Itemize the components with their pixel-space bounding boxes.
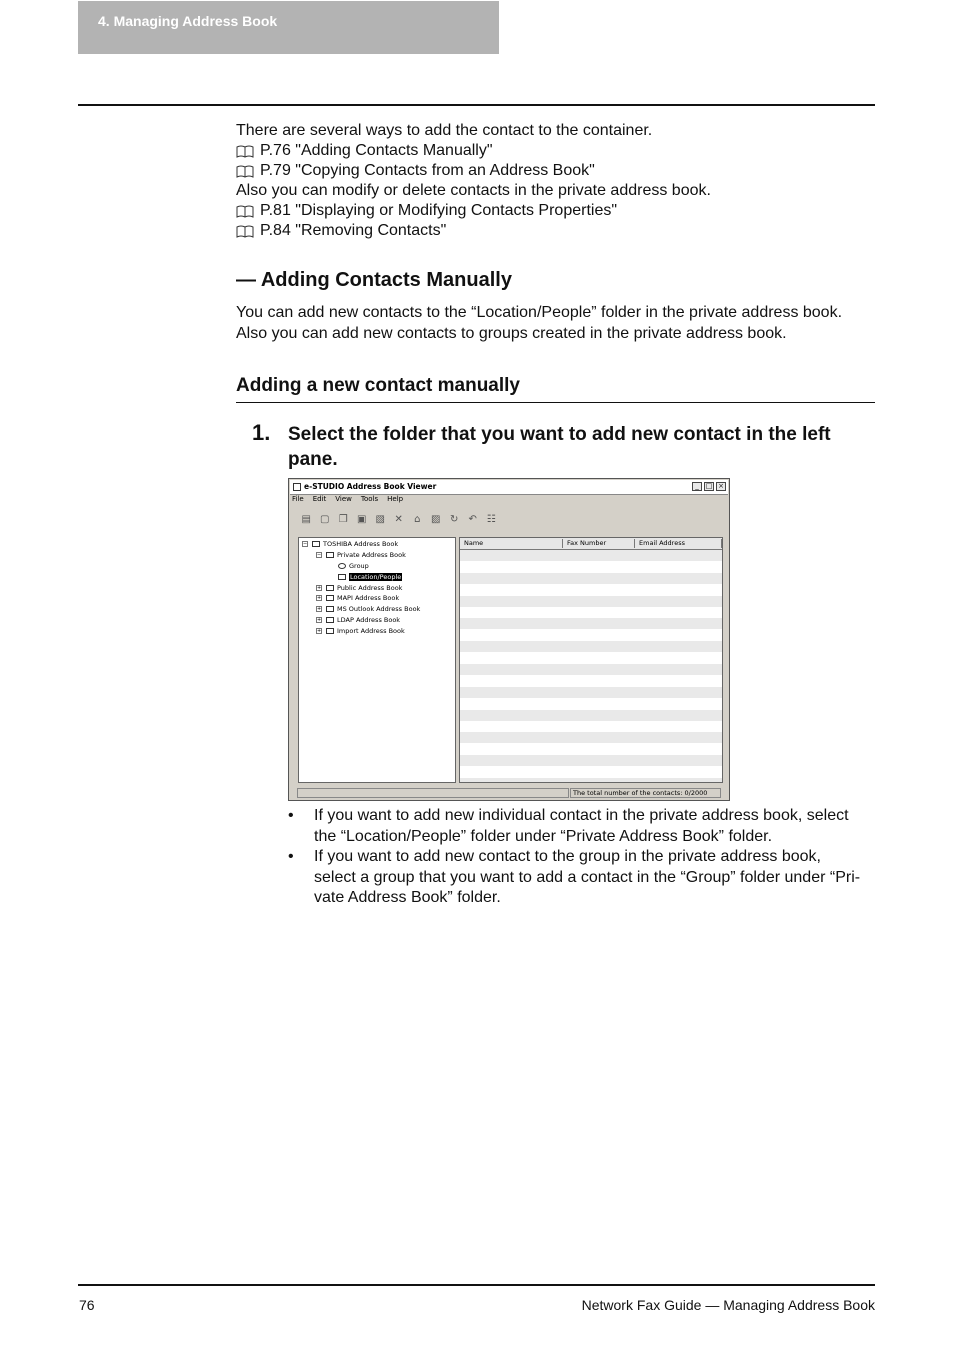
bullet-1-line-2: the “Location/People” folder under “Private Address Book” folder. bbox=[314, 827, 773, 845]
tree-item-public[interactable]: + Public Address Book bbox=[317, 584, 403, 592]
properties-icon[interactable]: ▢ bbox=[320, 514, 330, 525]
tree-item-location-people[interactable]: Location/People bbox=[338, 573, 402, 581]
cross-ref-3[interactable] bbox=[236, 201, 876, 221]
status-progress bbox=[297, 788, 569, 798]
menu-bar bbox=[292, 495, 412, 506]
expand-icon[interactable]: + bbox=[317, 606, 322, 612]
bullet-list bbox=[288, 806, 878, 909]
empty-list-row bbox=[460, 744, 722, 755]
header-rule bbox=[78, 104, 875, 106]
bullet-2-line-2: select a group that you want to add a contact in the “Group” folder under “Pri- bbox=[314, 868, 861, 886]
contact-list-pane[interactable] bbox=[459, 537, 723, 783]
copy-icon[interactable]: ❐ bbox=[338, 514, 348, 525]
expand-icon[interactable]: + bbox=[317, 628, 322, 634]
empty-list-row bbox=[460, 653, 722, 664]
delete-icon[interactable]: ✕ bbox=[394, 514, 403, 525]
column-email-address[interactable]: Email Address bbox=[635, 539, 722, 548]
column-name[interactable]: Name bbox=[460, 539, 563, 548]
empty-list-row bbox=[460, 778, 722, 783]
cross-ref-1-text[interactable]: P.76 "Adding Contacts Manually" bbox=[260, 142, 493, 159]
empty-list-row bbox=[460, 584, 722, 595]
list-header bbox=[460, 538, 722, 550]
new-address-book-icon[interactable]: ▤ bbox=[301, 514, 311, 525]
bullet-2-line-3: vate Address Book” folder. bbox=[314, 889, 501, 906]
toolbar bbox=[297, 514, 501, 526]
bullet-1-line-1: If you want to add new individual contact in the private address book, select bbox=[314, 807, 849, 824]
address-book-icon bbox=[326, 585, 334, 591]
intro-line-1: There are several ways to add the contact to the container. bbox=[236, 122, 653, 139]
cross-ref-4-text[interactable]: P.84 "Removing Contacts" bbox=[260, 222, 447, 239]
bullet-item-1 bbox=[288, 806, 878, 847]
column-fax-number[interactable]: Fax Number bbox=[563, 539, 635, 548]
step-text bbox=[288, 422, 878, 472]
window-title: e-STUDIO Address Book Viewer bbox=[304, 482, 437, 491]
close-button[interactable]: × bbox=[716, 482, 726, 491]
status-bar bbox=[297, 788, 721, 798]
cross-ref-1[interactable] bbox=[236, 141, 876, 161]
folder-tree-pane[interactable] bbox=[298, 537, 456, 783]
empty-list-row bbox=[460, 573, 722, 584]
address-book-icon bbox=[326, 595, 334, 601]
empty-list-row bbox=[460, 607, 722, 618]
menu-view[interactable]: View bbox=[335, 495, 352, 503]
add-group-icon[interactable]: ▨ bbox=[431, 514, 441, 525]
collapse-icon[interactable]: − bbox=[303, 541, 308, 547]
tree-item-outlook[interactable]: + MS Outlook Address Book bbox=[317, 605, 421, 613]
footer-rule bbox=[78, 1284, 875, 1286]
window-titlebar[interactable] bbox=[290, 480, 728, 495]
empty-list-row bbox=[460, 641, 722, 652]
book-icon bbox=[236, 165, 254, 178]
step-text-line-1: Select the folder that you want to add new contact in the left bbox=[288, 424, 831, 445]
empty-list-row bbox=[460, 630, 722, 641]
intro-block bbox=[236, 121, 876, 241]
step-number: 1. bbox=[252, 420, 271, 445]
empty-list-row bbox=[460, 710, 722, 721]
bullet-2-line-1: If you want to add new contact to the group in the private address book, bbox=[314, 848, 821, 865]
cross-ref-2-text[interactable]: P.79 "Copying Contacts from an Address Book" bbox=[260, 162, 595, 179]
address-book-icon bbox=[326, 617, 334, 623]
bullet-item-2 bbox=[288, 847, 878, 909]
cross-ref-2[interactable] bbox=[236, 161, 876, 181]
subsection-title: Adding a new contact manually bbox=[236, 375, 520, 396]
address-book-icon bbox=[326, 628, 334, 634]
section-body bbox=[236, 302, 876, 344]
cross-ref-4[interactable] bbox=[236, 221, 876, 241]
empty-list-row bbox=[460, 664, 722, 675]
group-icon bbox=[338, 563, 346, 569]
empty-list-row bbox=[460, 755, 722, 766]
paste-icon[interactable]: ▣ bbox=[357, 514, 367, 525]
undo-icon[interactable]: ↶ bbox=[468, 514, 477, 525]
menu-edit[interactable]: Edit bbox=[312, 495, 327, 503]
tree-item-mapi[interactable]: + MAPI Address Book bbox=[317, 594, 400, 602]
address-book-viewer-window bbox=[288, 478, 730, 801]
section-title: — Adding Contacts Manually bbox=[236, 269, 512, 291]
tree-item-toshiba[interactable]: − TOSHIBA Address Book bbox=[303, 540, 399, 548]
people-folder-icon bbox=[338, 574, 346, 580]
empty-list-row bbox=[460, 550, 722, 561]
section-para-1: You can add new contacts to the “Location/People” folder in the private address book. bbox=[236, 304, 843, 321]
empty-list-row bbox=[460, 561, 722, 572]
expand-icon[interactable]: + bbox=[317, 585, 322, 591]
address-book-icon bbox=[312, 541, 320, 547]
minimize-button[interactable]: _ bbox=[692, 482, 702, 491]
menu-file[interactable]: File bbox=[292, 495, 304, 503]
bullet-dot: • bbox=[288, 807, 294, 824]
intro-line-2: Also you can modify or delete contacts in the private address book. bbox=[236, 182, 711, 199]
chapter-tab bbox=[78, 1, 499, 54]
empty-list-row bbox=[460, 767, 722, 778]
edit-icon[interactable]: ▧ bbox=[375, 514, 385, 525]
page-number: 76 bbox=[79, 1297, 95, 1313]
empty-list-row bbox=[460, 721, 722, 732]
empty-list-row bbox=[460, 698, 722, 709]
expand-icon[interactable]: + bbox=[317, 595, 322, 601]
empty-list-row bbox=[460, 596, 722, 607]
book-icon bbox=[236, 225, 254, 238]
book-icon bbox=[236, 205, 254, 218]
maximize-button[interactable]: □ bbox=[705, 482, 713, 490]
collapse-icon[interactable]: − bbox=[317, 552, 322, 558]
tree-item-import[interactable]: + Import Address Book bbox=[317, 627, 405, 635]
tree-item-ldap[interactable]: + LDAP Address Book bbox=[317, 616, 401, 624]
expand-icon[interactable]: + bbox=[317, 617, 322, 623]
empty-list-row bbox=[460, 618, 722, 629]
empty-list-row bbox=[460, 675, 722, 686]
subsection-rule bbox=[236, 402, 875, 403]
refresh-icon[interactable]: ↻ bbox=[450, 514, 459, 525]
tree-item-private[interactable]: − Private Address Book bbox=[317, 551, 406, 559]
empty-list-row bbox=[460, 687, 722, 698]
step-text-line-2: pane. bbox=[288, 449, 338, 470]
bullet-dot: • bbox=[288, 848, 294, 865]
address-book-icon bbox=[326, 606, 334, 612]
add-contact-icon[interactable]: ⌂ bbox=[414, 514, 421, 525]
app-icon bbox=[293, 483, 301, 491]
empty-list-row bbox=[460, 732, 722, 743]
status-contact-count: The total number of the contacts: 0/2000 bbox=[570, 788, 721, 798]
tree-item-group[interactable]: Group bbox=[338, 562, 369, 570]
chapter-tab-label: 4. Managing Address Book bbox=[98, 13, 278, 29]
menu-tools[interactable]: Tools bbox=[360, 495, 379, 503]
address-book-icon bbox=[326, 552, 334, 558]
section-para-2: Also you can add new contacts to groups created in the private address book. bbox=[236, 325, 787, 342]
list-icon[interactable]: ☷ bbox=[486, 514, 496, 525]
book-icon bbox=[236, 145, 254, 158]
menu-help[interactable]: Help bbox=[387, 495, 404, 503]
cross-ref-3-text[interactable]: P.81 "Displaying or Modifying Contacts Properties" bbox=[260, 202, 618, 219]
footer-doc-title: Network Fax Guide — Managing Address Book bbox=[581, 1297, 875, 1313]
